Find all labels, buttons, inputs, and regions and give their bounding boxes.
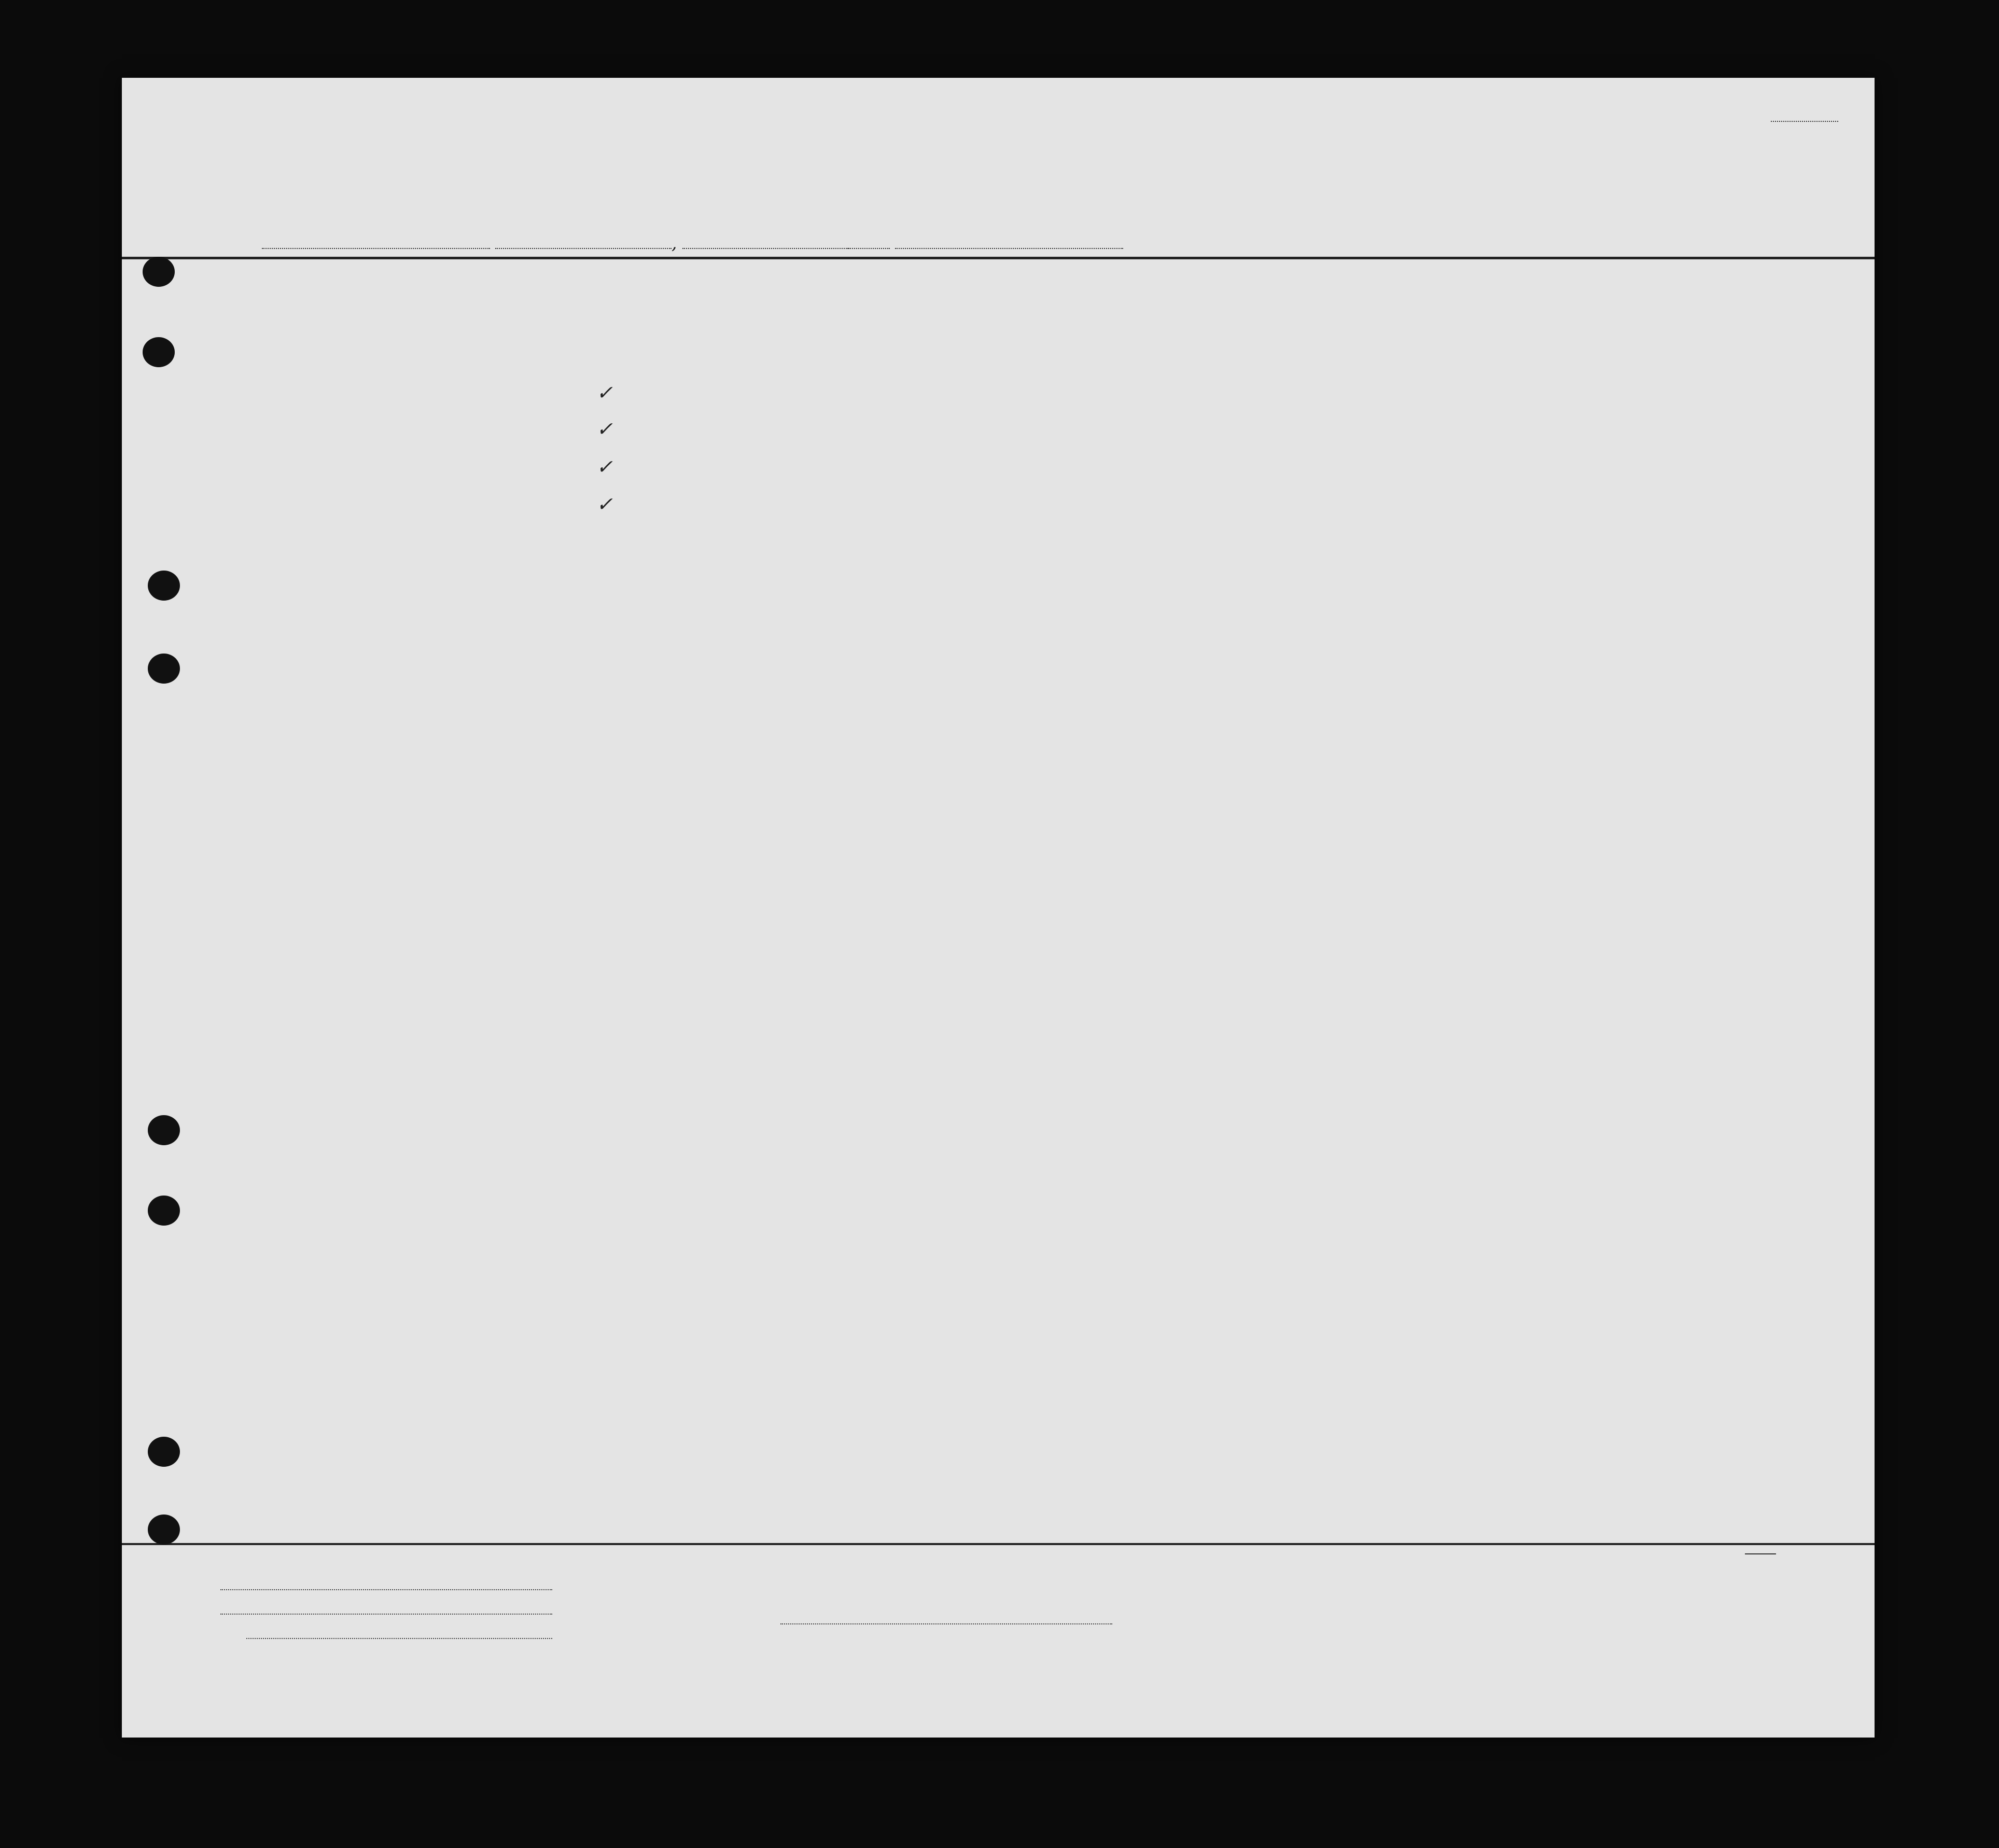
punch-hole (148, 571, 180, 601)
manifest-sheet (122, 78, 1875, 1738)
punch-hole (148, 1514, 180, 1545)
agents-fill (246, 1638, 552, 1639)
punch-hole (143, 337, 175, 367)
owners-fill (220, 1614, 552, 1615)
punch-hole (148, 1196, 180, 1226)
inspector-signature-line (780, 1623, 1112, 1624)
footer-notes (1346, 1603, 1615, 1605)
line-fill (220, 1589, 552, 1590)
check-mark-icon: ✓ (596, 493, 613, 516)
tally-3 (1745, 1553, 1776, 1554)
tally-numbers (1745, 1553, 1776, 1554)
manifest-table (122, 78, 1875, 1738)
punch-hole (143, 257, 175, 287)
check-mark-icon: ✓ (596, 455, 613, 478)
punch-hole (148, 1437, 180, 1467)
vessel-line: , (262, 233, 1123, 253)
punch-hole (148, 1115, 180, 1145)
check-mark-icon: ✓ (596, 418, 613, 440)
check-mark-icon: ✓ (596, 381, 613, 404)
punch-hole (148, 654, 180, 684)
